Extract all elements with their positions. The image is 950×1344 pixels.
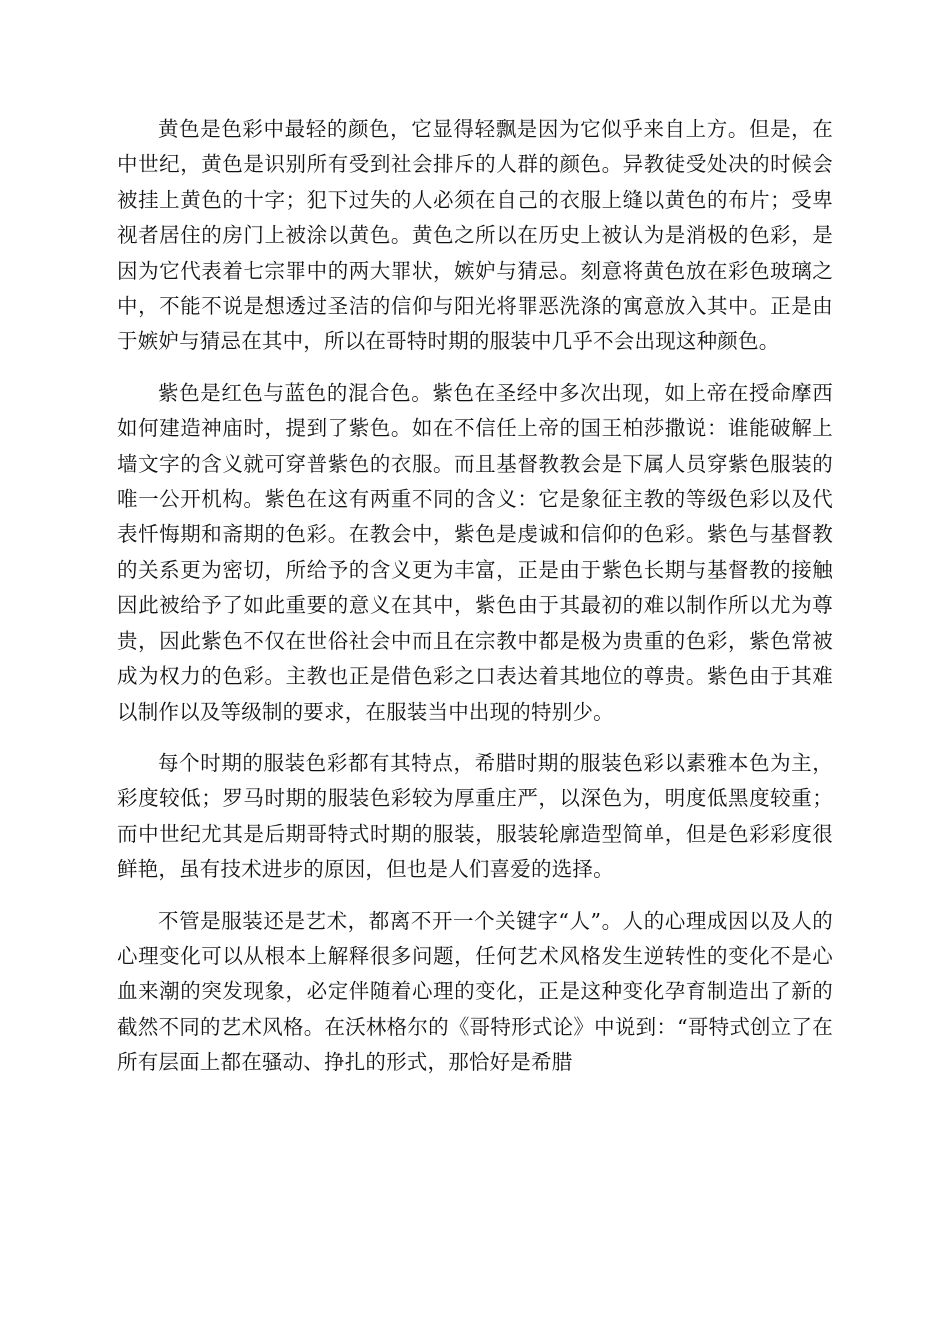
- paragraph-periods: 每个时期的服装色彩都有其特点，希腊时期的服装色彩以素雅本色为主，彩度较低；罗马时期的服装色彩较为厚重庄严，以深色为，明度低黑度较重；而中世纪尤其是后期哥特式时期的服装，服装轮廓造型简单，但是色彩彩度很鲜艳，虽有技术进步的原因，但也是人们喜爱的选择。: [117, 750, 833, 882]
- paragraph-psychology: 不管是服装还是艺术，都离不开一个关键字“人”。人的心理成因以及人的心理变化可以从根本上解释很多问题，任何艺术风格发生逆转性的变化不是心血来潮的突发现象，必定伴随着心理的变化，正是这种变化孕育制造出了新的截然不同的艺术风格。在沃林格尔的《哥特形式论》中说到：“哥特式创立了在所有层面上都在骚动、挣扎的形式，那恰好是希腊: [117, 908, 833, 1075]
- document-body: [117, 112, 833, 1097]
- paragraph-purple: 紫色是红色与蓝色的混合色。紫色在圣经中多次出现，如上帝在授命摩西如何建造神庙时，提到了紫色。如在不信任上帝的国王柏莎撒说：谁能破解上墙文字的含义就可穿普紫色的衣服。而且基督教教会是下属人员穿紫色服装的唯一公开机构。紫色在这有两重不同的含义：它是象征主教的等级色彩以及代表忏悔期和斋期的色彩。在教会中，紫色是虔诚和信仰的色彩。紫色与基督教的关系更为密切，所给予的含义更为丰富，正是由于紫色长期与基督教的接触因此被给予了如此重要的意义在其中，紫色由于其最初的难以制作所以尤为尊贵，因此紫色不仅在世俗社会中而且在宗教中都是极为贵重的色彩，紫色常被成为权力的色彩。主教也正是借色彩之口表达着其地位的尊贵。紫色由于其难以制作以及等级制的要求，在服装当中出现的特别少。: [117, 380, 833, 724]
- paragraph-yellow: 黄色是色彩中最轻的颜色，它显得轻飘是因为它似乎来自上方。但是，在中世纪，黄色是识别所有受到社会排斥的人群的颜色。异教徒受处决的时候会被挂上黄色的十字；犯下过失的人必须在自己的衣服上缝以黄色的布片；受卑视者居住的房门上被涂以黄色。黄色之所以在历史上被认为是消极的色彩，是因为它代表着七宗罪中的两大罪状，嫉妒与猜忌。刻意将黄色放在彩色玻璃之中，不能不说是想透过圣洁的信仰与阳光将罪恶洗涤的寓意放入其中。正是由于嫉妒与猜忌在其中，所以在哥特时期的服装中几乎不会出现这种颜色。: [117, 117, 833, 354]
